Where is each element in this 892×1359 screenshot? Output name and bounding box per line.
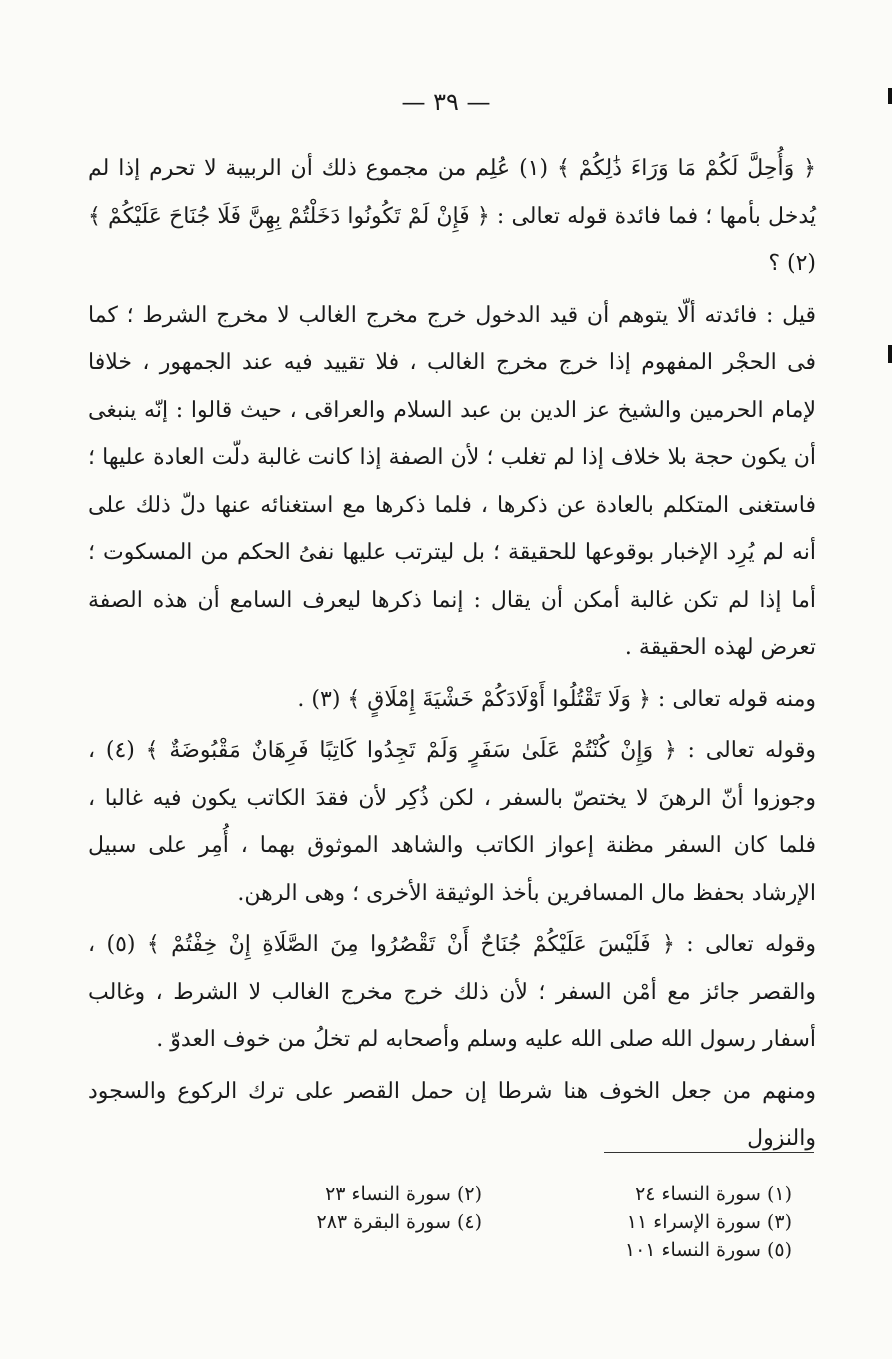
page-number: — ٣٩ — xyxy=(401,88,491,116)
footnote: (٣) سورة الإسراء ١١ xyxy=(626,1211,792,1233)
paragraph: وقوله تعالى : ﴿ وَإِنْ كُنْتُمْ عَلَىٰ سَفَرٍ وَلَمْ تَجِدُوا كَاتِبًا فَرِهَانٌ مَقْبُوضَةٌ ﴾ (٤) ، وجوزوا أنّ الرهنَ لا يختصّ بالسفر ، لكن ذُكِر لأن فقدَ الكاتب يكون فيه غالبا ، فلما كان السفر مظنة إعواز الكاتب والشاهد الموثوق بهما ، أُمِر على سبيل الإرشاد بحفظ مال المسافرين بأخذ الوثيقة الأخرى ؛ وهى الرهن. xyxy=(88,738,816,906)
paragraph: ومنهم من جعل الخوف هنا شرطا إن حمل القصر على ترك الركوع والسجود والنزول xyxy=(88,1078,816,1151)
footnotes xyxy=(192,1180,792,1264)
footnote: (٤) سورة البقرة ٢٨٣ xyxy=(316,1211,482,1233)
paragraph: قيل : فائدته ألّا يتوهم أن قيد الدخول خرج مخرج الغالب لا مخرج الشرط ؛ كما فى الحجْر المفهوم إذا خرج مخرج الغالب ، فلا تقييد فيه عند الجمهور ، خلافا لإمام الحرمين والشيخ عز الدين بن عبد السلام والعراقى ، حيث قالوا : إنّه ينبغى أن يكون حجة بلا خلاف إذا لم تغلب ؛ لأن الصفة إذا كانت غالبة دلّت العادة عليها ؛ فاستغنى المتكلم بالعادة عن ذكرها ، فلما ذكرها مع استغنائه عنها دلّ ذلك على أنه لم يُرِد الإخبار بوقوعها للحقيقة ؛ بل ليترتب عليها نفىُ الحكم من المسكوت ؛ أما إذا لم تكن غالبة أمكن أن يقال : إنما ذكرها ليعرف السامع أن هذه الصفة تعرض لهذه الحقيقة . xyxy=(88,302,816,660)
footnote-divider xyxy=(604,1152,814,1153)
footnote: (٢) سورة النساء ٢٣ xyxy=(325,1183,482,1205)
paragraph: ومنه قوله تعالى : ﴿ وَلَا تَقْتُلُوا أَوْلَادَكُمْ خَشْيَةَ إِمْلَاقٍ ﴾ (٣) . xyxy=(297,686,816,712)
footnote: (٥) سورة النساء ١٠١ xyxy=(624,1239,792,1261)
scan-edge-mark xyxy=(888,345,892,363)
body-text xyxy=(88,145,816,1163)
paragraph: ﴿ وَأُحِلَّ لَكُمْ مَا وَرَاءَ ذَٰلِكُمْ ﴾ (١) عُلِم من مجموع ذلك أن الربيبة لا تحرم إذا لم يُدخل بأمها ؛ فما فائدة قوله تعالى : ﴿ فَإِنْ لَمْ تَكُونُوا دَخَلْتُمْ بِهِنَّ فَلَا جُنَاحَ عَلَيْكُمْ ﴾ (٢) ؟ xyxy=(88,156,817,276)
paragraph: وقوله تعالى : ﴿ فَلَيْسَ عَلَيْكُمْ جُنَاحٌ أَنْ تَقْصُرُوا مِنَ الصَّلَاةِ إِنْ خِفْتُمْ ﴾ (٥) ، والقصر جائز مع أمْن السفر ؛ لأن ذلك خرج مخرج الغالب لا الشرط ، وغالب أسفار رسول الله صلى الله عليه وسلم وأصحابه لم تخلُ من خوف العدوّ . xyxy=(88,932,816,1052)
footnote: (١) سورة النساء ٢٤ xyxy=(635,1183,792,1205)
